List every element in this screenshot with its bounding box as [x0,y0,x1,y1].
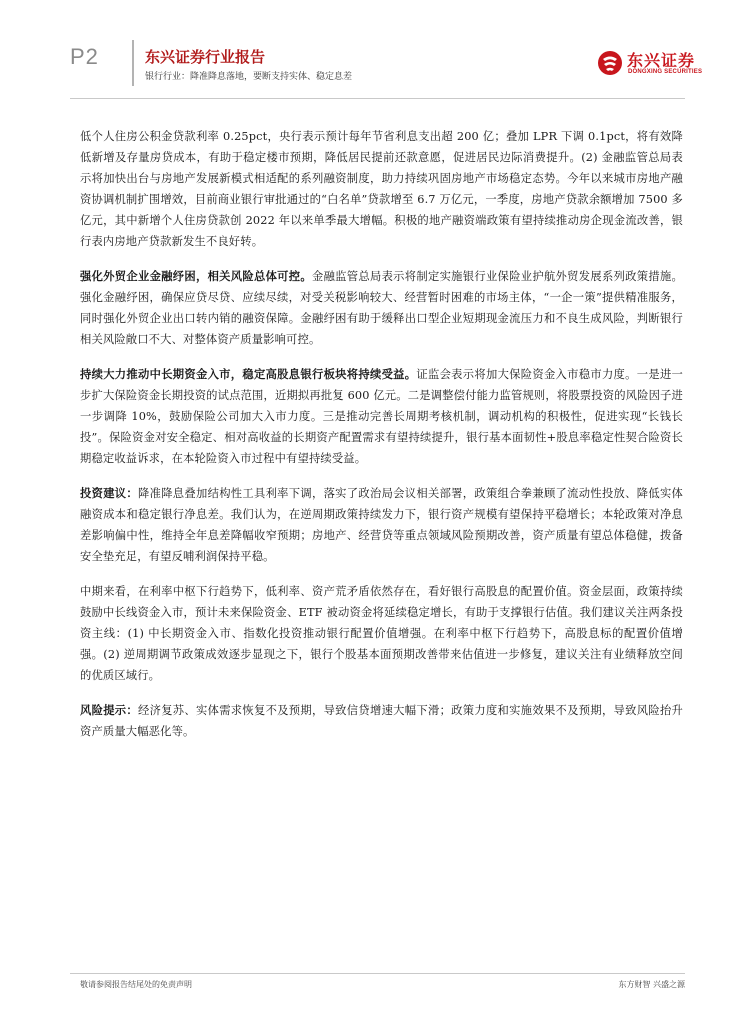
logo-text-cn: 东兴证券 [627,51,696,70]
paragraph-text: 降准降息叠加结构性工具利率下调，落实了政治局会议相关部署，政策组合拳兼顾了流动性投放、降低实体融资成本和稳定银行净息差。我们认为，在逆周期政策持续发力下，银行资产规模有望保持平稳增长；本轮政策对净息差影响偏中性，维持全年息差降幅收窄预期；房地产、经营贷等重点领域风险预期改善，资产质量有望总体稳健，拨备安全垫充足，有望反哺利润保持平稳。 [80,487,683,563]
body-paragraph [80,266,683,350]
paragraph-text: 中期来看，在利率中枢下行趋势下，低利率、资产荒矛盾依然存在，看好银行高股息的配置价值。资金层面，政策持续鼓励中长线资金入市，预计未来保险资金、ETF 被动资金将延续稳定增长，有助于支撑银行估值。我们建议关注两条投资主线：(1) 中长期资金入市、指数化投资推动银行配置价值增强。在利率中枢下行趋势下，高股息标的配置价值增强。(2) 逆周期调节政策成效逐步显现之下，银行个股基本面预期改善带来估值进一步修复，建议关注有业绩释放空间的优质区域行。 [80,585,683,682]
header-rule [70,98,685,99]
footer-disclaimer: 敬请参阅报告结尾处的免责声明 [80,980,192,989]
report-body [80,126,683,756]
header-divider [132,40,134,86]
body-paragraph [80,364,683,469]
paragraph-lead: 持续大力推动中长期资金入市，稳定高股息银行板块将持续受益。 [80,368,417,381]
paragraph-text: 证监会表示将加大保险资金入市稳市力度。一是进一步扩大保险资金长期投资的试点范围，近期拟再批复 600 亿元。二是调整偿付能力监管规则，将股票投资的风险因子进一步调降 10%，鼓励保险公司加大入市力度。三是推动完善长周期考核机制，调动机构的积极性，促进实现“长钱长投”。保险资金对安全稳定、相对高收益的长期资产配置需求有望持续提升，银行基本面韧性+股息率稳定性契合险资长期稳定收益诉求，在本轮险资入市过程中有望持续受益。 [80,368,683,465]
report-title: 东兴证券行业报告 [145,48,266,66]
body-paragraph [80,581,683,686]
report-subtitle: 银行行业：降准降息落地，要断支持实体、稳定息差 [145,72,353,82]
paragraph-text: 金融监管总局表示将制定实施银行业保险业护航外贸发展系列政策措施。强化金融纾困，确保应贷尽贷、应续尽续，对受关税影响较大、经营暂时困难的市场主体，“一企一策”提供精准服务，同时强化外贸企业出口转内销的融资保障。金融纾困有助于缓释出口型企业短期现金流压力和不良生成风险，判断银行相关风险敞口不大、对整体资产质量影响可控。 [80,270,683,346]
paragraph-lead: 强化外贸企业金融纾困，相关风险总体可控。 [80,270,312,283]
logo-emblem-icon [597,50,623,76]
page-header [0,0,755,100]
page-number: P2 [70,44,99,69]
company-logo [597,48,707,80]
paragraph-text: 低个人住房公积金贷款利率 0.25pct，央行表示预计每年节省利息支出超 200 亿；叠加 LPR 下调 0.1pct，将有效降低新增及存量房贷成本，有助于稳定楼市预期，降低居民提前还款意愿，促进居民边际消费提升。(2) 金融监管总局表示将加快出台与房地产发展新模式相适配的系列融资制度，助力持续巩固房地产市场稳定态势。今年以来城市房地产融资协调机制扩围增效，目前商业银行审批通过的“白名单”贷款增至 6.7 万亿元，一季度，房地产贷款余额增加 7500 多亿元，其中新增个人住房贷款创 2022 年以来单季最大增幅。积极的地产融资端政策有望持续推动房企现金流改善，银行表内房地产贷款新发生不良好转。 [80,130,683,248]
body-paragraph [80,126,683,252]
footer-slogan: 东方财智 兴盛之源 [618,980,685,989]
body-paragraph [80,700,683,742]
paragraph-text: 经济复苏、实体需求恢复不及预期，导致信贷增速大幅下滑；政策力度和实施效果不及预期，导致风险抬升资产质量大幅恶化等。 [80,704,683,738]
body-paragraph [80,483,683,567]
paragraph-lead: 风险提示： [80,704,138,717]
paragraph-lead: 投资建议： [80,487,138,500]
footer-rule [70,973,685,974]
logo-text-en: DONGXING SECURITIES [628,69,703,75]
